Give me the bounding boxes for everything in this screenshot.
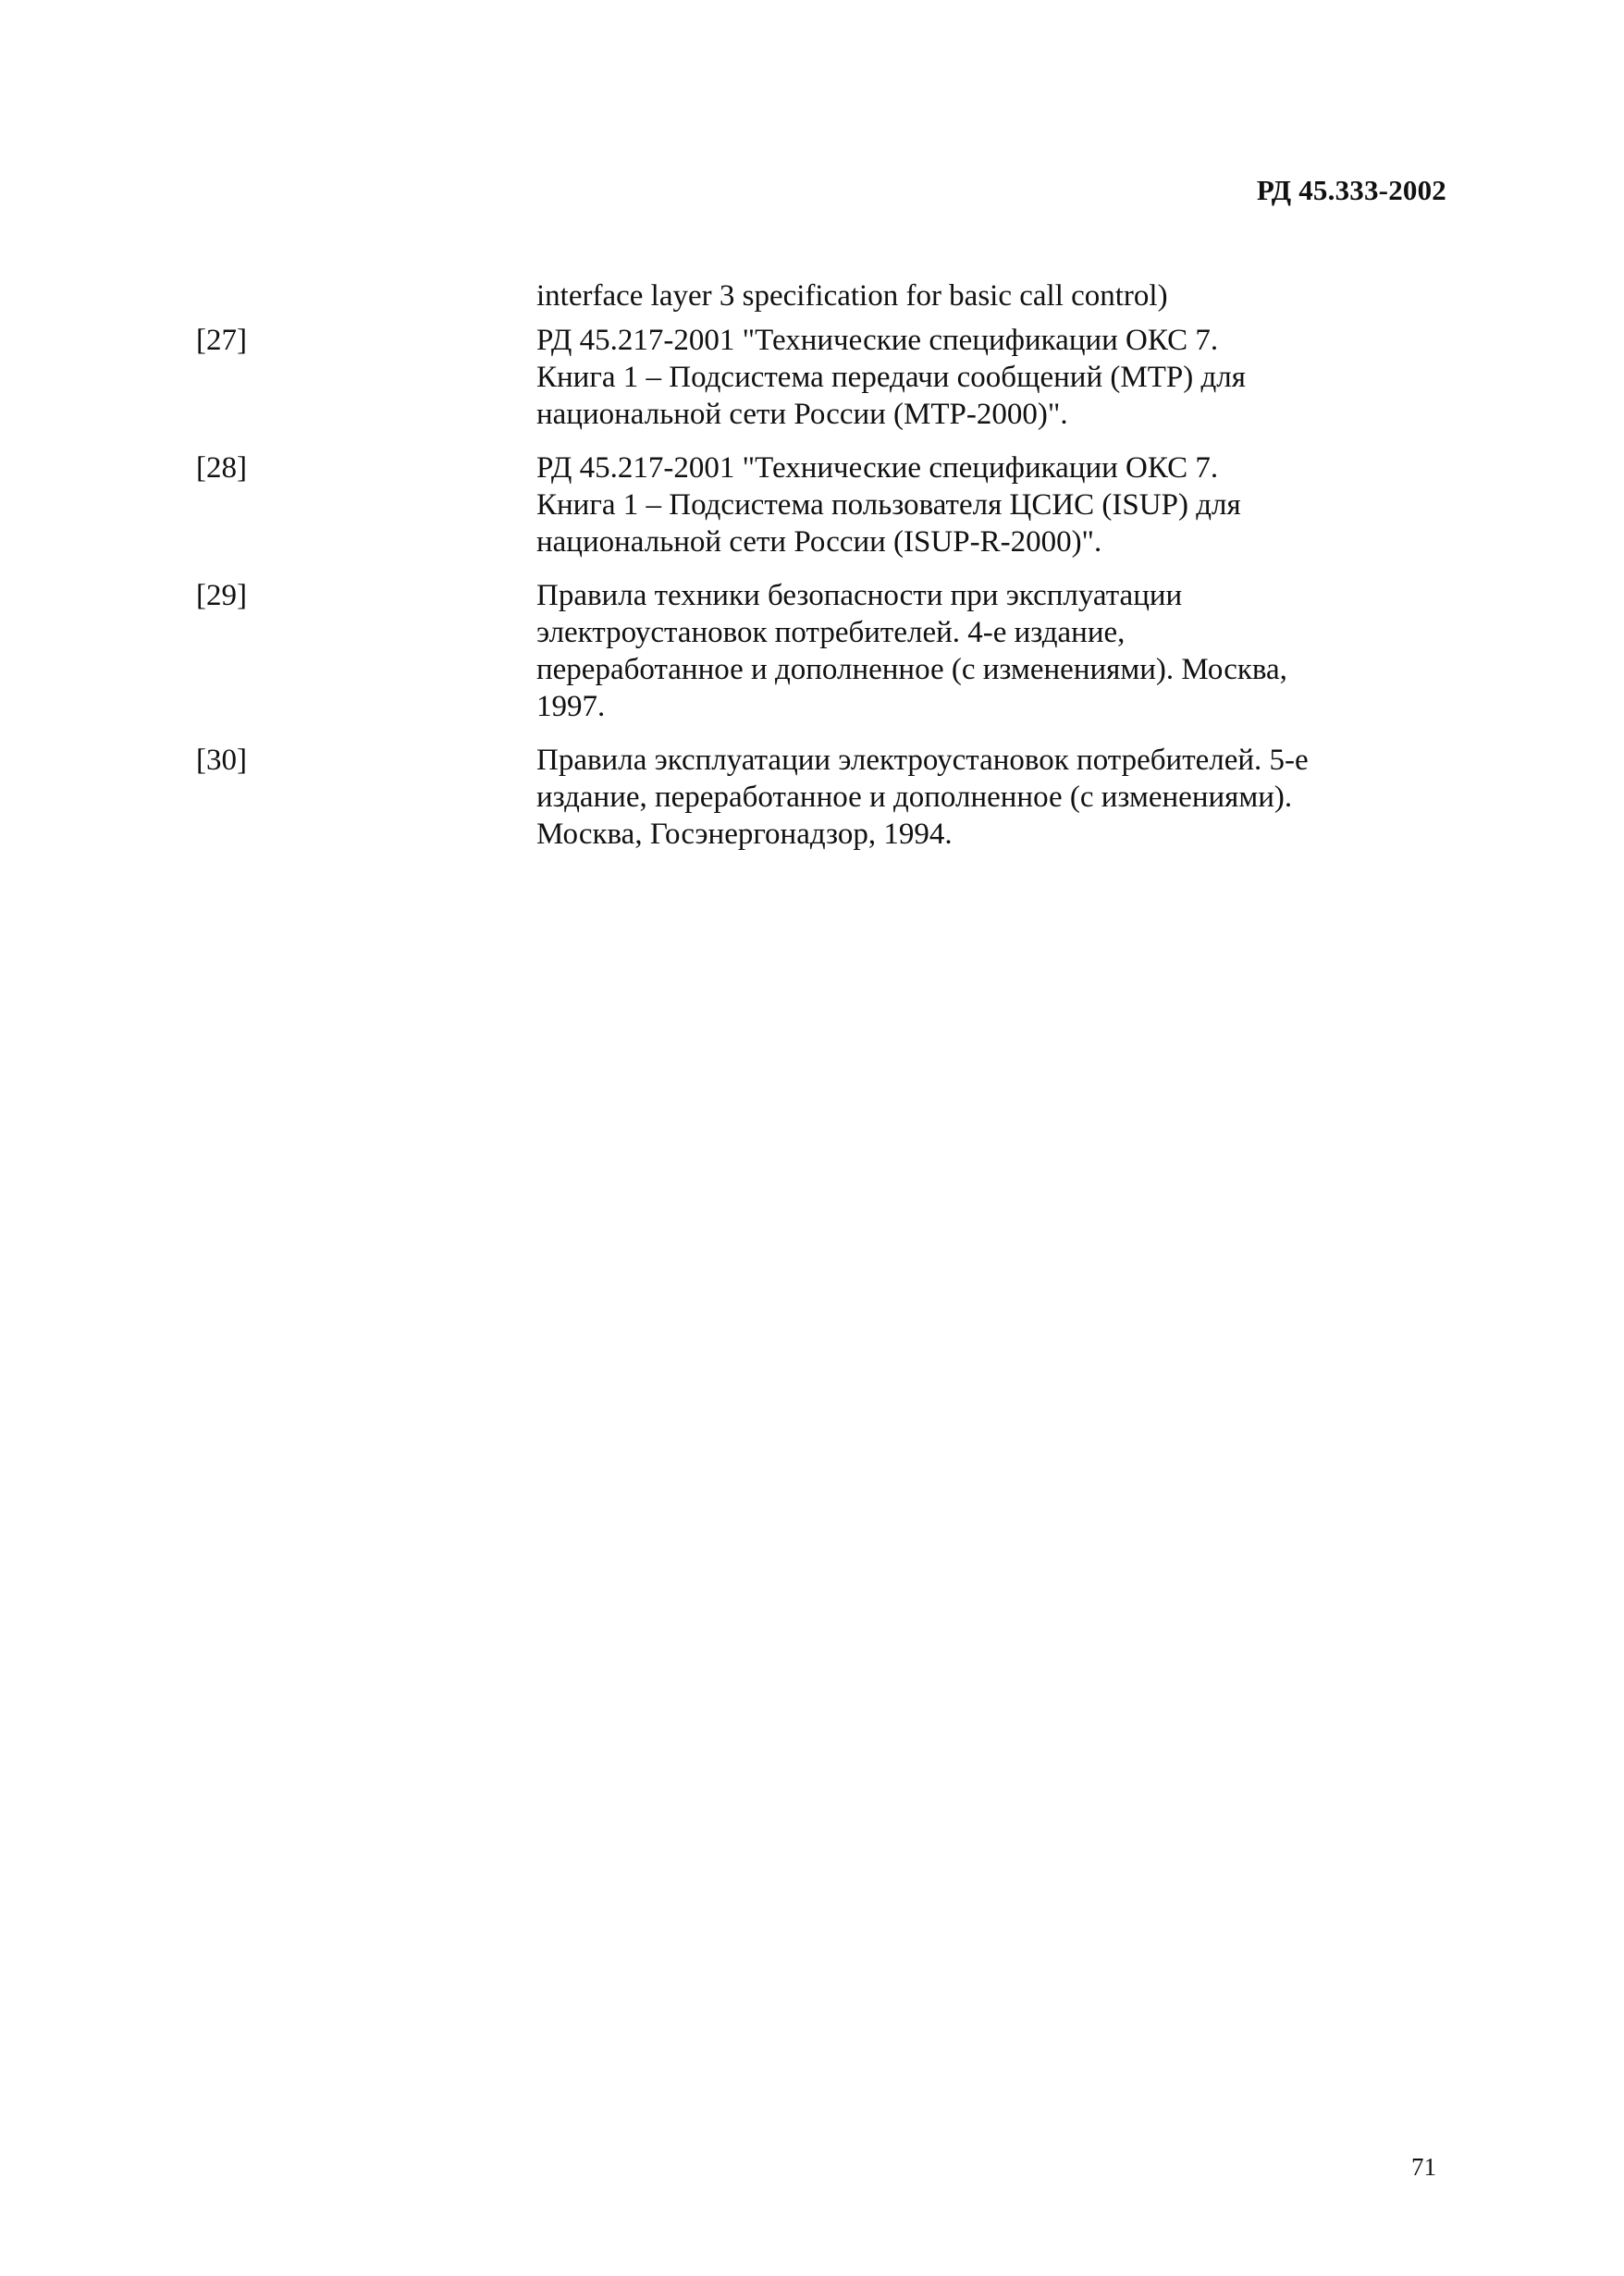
reference-line: Правила техники безопасности при эксплуатации (536, 579, 1183, 612)
document-code: РД 45.333-2002 (1256, 174, 1446, 206)
reference-text (536, 277, 1369, 314)
reference-entry (196, 742, 1398, 853)
reference-text (536, 449, 1369, 560)
reference-number: [27] (196, 324, 247, 357)
reference-number (196, 277, 536, 314)
reference-line: переработанное и дополненное (с изменениями). Москва, (536, 653, 1287, 686)
reference-line: Правила эксплуатации электроустановок потребителей. 5-е (536, 744, 1309, 777)
reference-line: Москва, Госэнергонадзор, 1994. (536, 818, 953, 851)
reference-text (536, 322, 1369, 433)
reference-line: РД 45.217-2001 "Технические спецификации ОКС 7. (536, 324, 1219, 357)
reference-entry (196, 577, 1398, 725)
reference-line: Книга 1 – Подсистема пользователя ЦСИС (ISUP) для (536, 488, 1241, 522)
reference-text (536, 742, 1369, 853)
reference-number: [29] (196, 579, 247, 612)
reference-entry (196, 277, 1398, 314)
page-number: 71 (1411, 2153, 1436, 2181)
reference-number: [28] (196, 451, 247, 485)
reference-line: издание, переработанное и дополненное (с изменениями). (536, 781, 1293, 814)
reference-line: Книга 1 – Подсистема передачи сообщений (МТР) для (536, 361, 1246, 394)
reference-line: 1997. (536, 690, 606, 723)
reference-line: электроустановок потребителей. 4-е издание, (536, 616, 1126, 649)
reference-line: национальной сети России (МТР-2000)". (536, 398, 1068, 431)
reference-line: РД 45.217-2001 "Технические спецификации ОКС 7. (536, 451, 1219, 485)
reference-entry (196, 449, 1398, 560)
reference-list (196, 277, 1398, 869)
reference-number: [30] (196, 744, 247, 777)
reference-entry (196, 322, 1398, 433)
reference-line: interface layer 3 specification for basic call control) (536, 279, 1168, 313)
reference-text (536, 577, 1369, 725)
reference-line: национальной сети России (ISUP-R-2000)". (536, 525, 1102, 559)
